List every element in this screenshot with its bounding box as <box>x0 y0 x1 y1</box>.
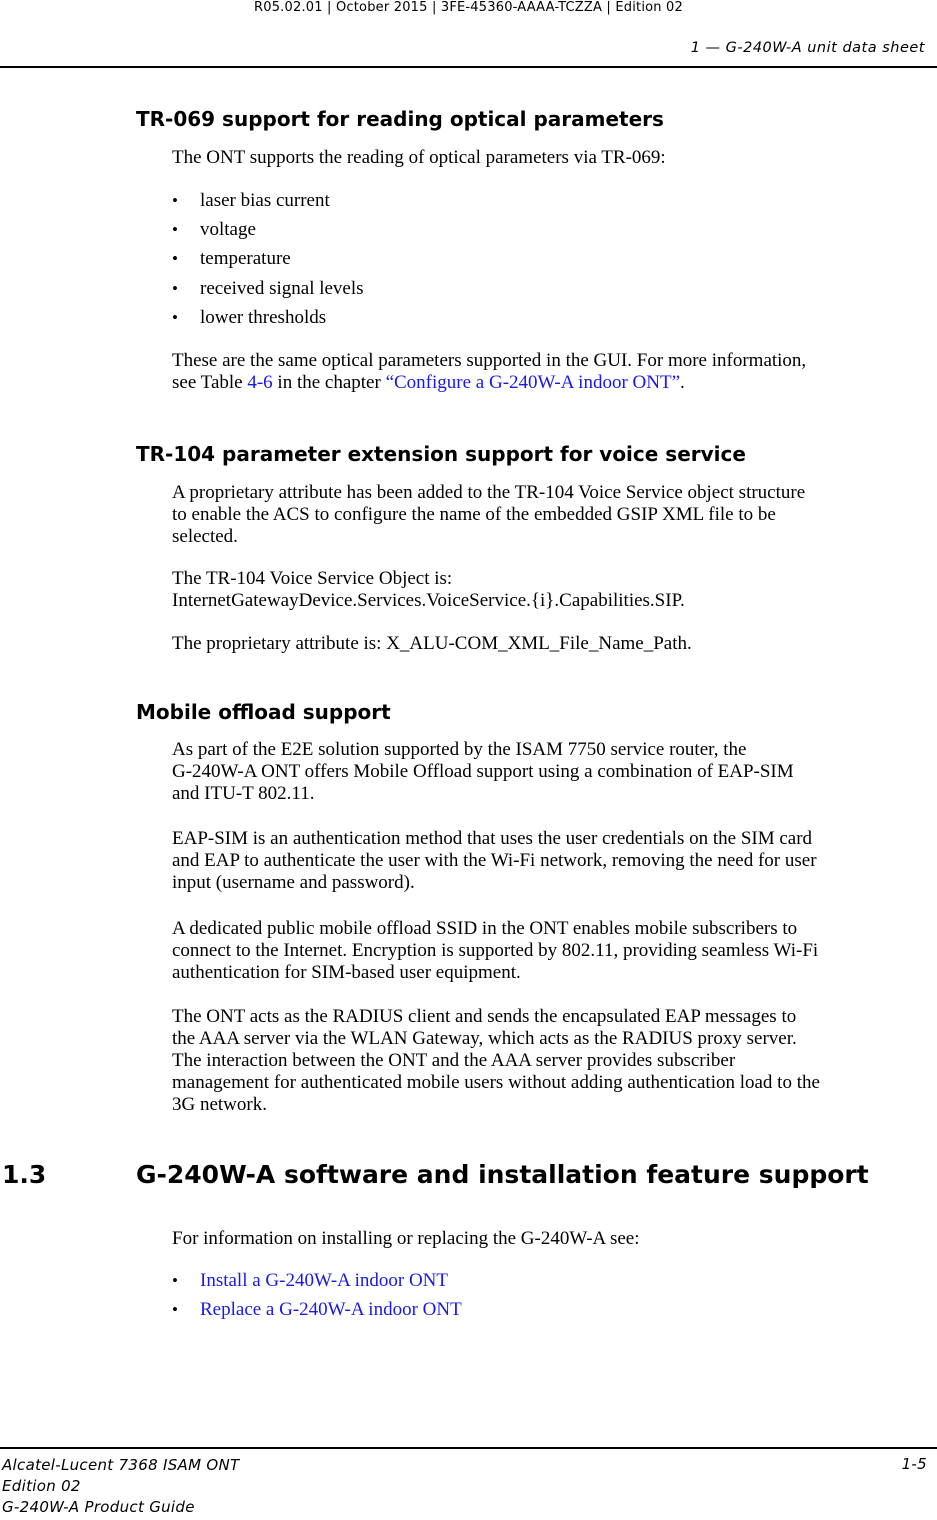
list-item-text: laser bias current <box>200 190 330 211</box>
paragraph-line: The ONT acts as the RADIUS client and sends the encapsulated EAP messages to <box>172 1006 797 1027</box>
tr104-paragraph-1 <box>172 482 934 548</box>
tr069-heading: TR-069 support for reading optical parameters <box>136 107 664 131</box>
text-run: see Table <box>172 372 248 393</box>
paragraph-line: For information on installing or replacing the G-240W-A see: <box>172 1228 640 1249</box>
paragraph-line: As part of the E2E solution supported by the ISAM 7750 service router, the <box>172 739 747 760</box>
paragraph-line: connect to the Internet. Encryption is supported by 802.11, providing seamless Wi-Fi <box>172 940 819 961</box>
paragraph-line <box>172 372 934 394</box>
paragraph-line: The interaction between the ONT and the AAA server provides subscriber <box>172 1050 736 1071</box>
bullet-icon: • <box>172 191 178 210</box>
text-run: . <box>680 372 685 393</box>
paragraph-line: the AAA server via the WLAN Gateway, which acts as the RADIUS proxy server. <box>172 1028 797 1049</box>
paragraph-line: and ITU-T 802.11. <box>172 783 315 804</box>
list-item <box>172 303 364 332</box>
tr104-heading: TR-104 parameter extension support for voice service <box>136 442 746 466</box>
running-header: 1 — G-240W-A unit data sheet <box>690 40 925 56</box>
paragraph-line: to enable the ACS to configure the name of the embedded GSIP XML file to be <box>172 504 776 525</box>
paragraph-line: management for authenticated mobile users without adding authentication load to the <box>172 1072 820 1093</box>
paragraph-line: and EAP to authenticate the user with the Wi-Fi network, removing the need for user <box>172 850 817 871</box>
list-item <box>172 215 364 244</box>
paragraph-line: authentication for SIM-based user equipment. <box>172 962 521 983</box>
section-intro <box>172 1228 934 1250</box>
bullet-icon: • <box>172 278 178 298</box>
section-title: G-240W-A software and installation feature support <box>136 1160 869 1189</box>
list-item-text: temperature <box>200 248 291 270</box>
paragraph-line: input (username and password). <box>172 872 415 893</box>
document-meta: R05.02.01 | October 2015 | 3FE-45360-AAAA-TCZZA | Edition 02 <box>254 0 683 15</box>
bullet-icon: • <box>172 1271 178 1290</box>
paragraph-line: These are the same optical parameters supported in the GUI. For more information, <box>172 350 807 371</box>
mobile-paragraph-1 <box>172 739 934 805</box>
mobile-paragraph-4 <box>172 1006 934 1116</box>
chapter-link[interactable]: “Configure a G-240W-A indoor ONT” <box>385 372 681 393</box>
list-item-text: voltage <box>200 219 256 241</box>
footer-left <box>2 1455 240 1518</box>
list-item <box>172 274 364 303</box>
list-item-text: lower thresholds <box>200 306 327 328</box>
mobile-paragraph-2 <box>172 828 934 894</box>
tr069-bullet-list <box>172 186 364 332</box>
list-item <box>172 186 364 215</box>
install-link[interactable]: Install a G-240W-A indoor ONT <box>200 1270 449 1291</box>
mobile-paragraph-3 <box>172 918 934 984</box>
page-number: 1-5 <box>901 1455 927 1473</box>
paragraph-line: EAP-SIM is an authentication method that uses the user credentials on the SIM card <box>172 828 813 849</box>
footer-product: Alcatel-Lucent 7368 ISAM ONT <box>2 1456 240 1474</box>
header-rule <box>0 66 937 68</box>
tr069-gui-paragraph <box>172 350 934 394</box>
paragraph-line: G-240W-A ONT offers Mobile Offload support using a combination of EAP-SIM <box>172 761 794 782</box>
paragraph-line: A proprietary attribute has been added to the TR-104 Voice Service object structure <box>172 482 806 503</box>
footer-edition: Edition 02 <box>2 1477 81 1495</box>
section-number: 1.3 <box>2 1160 47 1189</box>
tr069-intro-text: The ONT supports the reading of optical parameters via TR-069: <box>172 147 666 168</box>
text-run: in the chapter <box>272 372 386 393</box>
replace-link[interactable]: Replace a G-240W-A indoor ONT <box>200 1299 462 1321</box>
list-item <box>172 1295 462 1324</box>
footer-rule <box>0 1447 937 1449</box>
footer-guide: G-240W-A Product Guide <box>2 1498 195 1516</box>
tr104-paragraph-3 <box>172 633 934 655</box>
tr104-paragraph-2 <box>172 568 934 612</box>
bullet-icon: • <box>172 307 178 327</box>
paragraph-line: InternetGatewayDevice.Services.VoiceService.{i}.Capabilities.SIP. <box>172 590 685 611</box>
list-item <box>172 1266 462 1295</box>
tr069-intro <box>172 147 934 169</box>
table-ref-link[interactable]: 4-6 <box>247 372 273 393</box>
bullet-icon: • <box>172 249 178 269</box>
list-item <box>172 244 364 273</box>
paragraph-line: selected. <box>172 526 238 547</box>
install-links-list <box>172 1266 462 1324</box>
bullet-icon: • <box>172 1300 178 1320</box>
paragraph-line: The TR-104 Voice Service Object is: <box>172 568 453 589</box>
paragraph-line: A dedicated public mobile offload SSID in the ONT enables mobile subscribers to <box>172 918 798 939</box>
paragraph-line: 3G network. <box>172 1094 267 1115</box>
mobile-offload-heading: Mobile offload support <box>136 700 391 724</box>
list-item-text: received signal levels <box>200 277 364 299</box>
bullet-icon: • <box>172 220 178 240</box>
paragraph-line: The proprietary attribute is: X_ALU-COM_XML_File_Name_Path. <box>172 633 692 654</box>
